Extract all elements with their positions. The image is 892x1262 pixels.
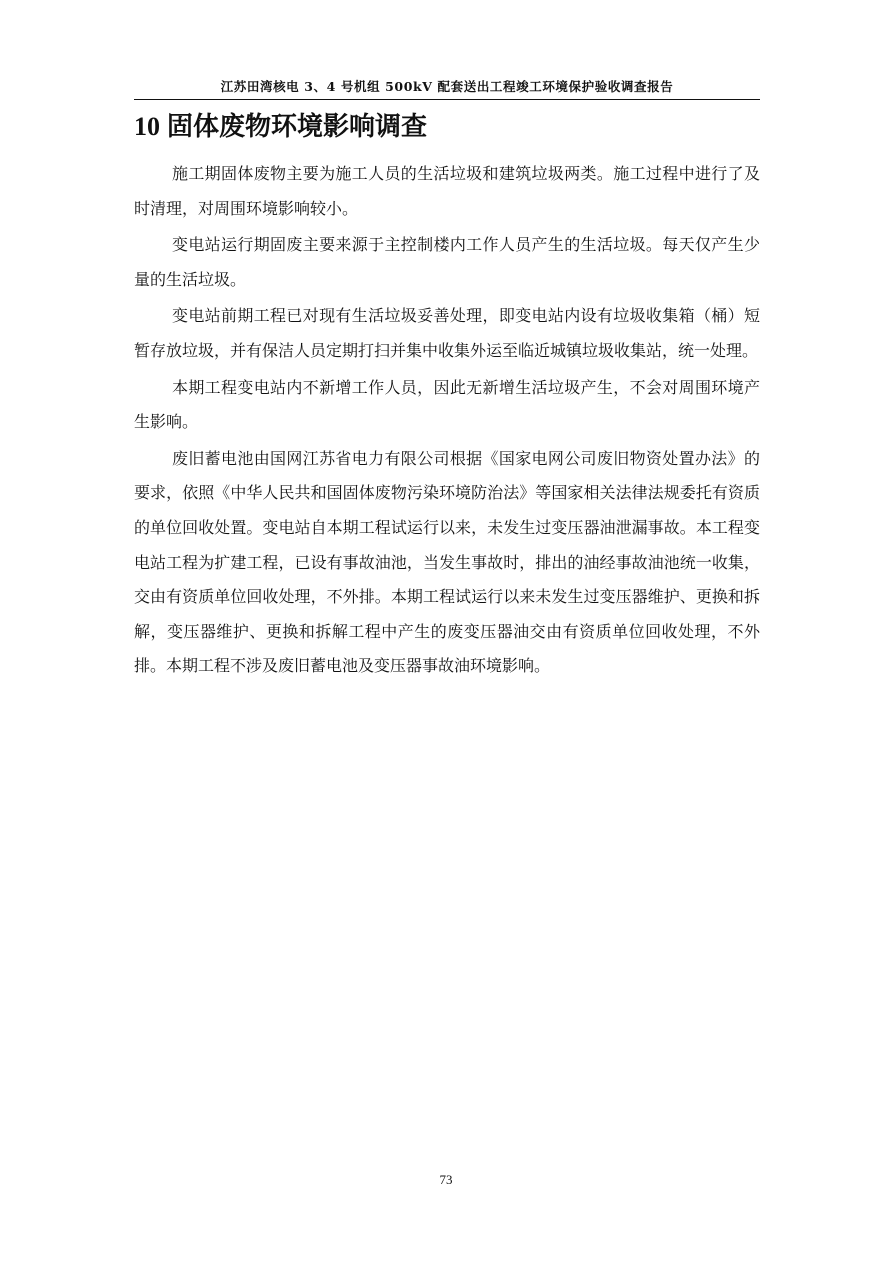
paragraph-operation-waste: 变电站运行期固废主要来源于主控制楼内工作人员产生的生活垃圾。每天仅产生少量的生活垃圾。 [134, 235, 760, 289]
body-text [134, 157, 760, 686]
paragraph-existing-disposal: 变电站前期工程已对现有生活垃圾妥善处理，即变电站内设有垃圾收集箱（桶）短暂存放垃圾，并有保洁人员定期打扫并集中收集外运至临近城镇垃圾收集站，统一处理。 [134, 306, 760, 360]
paragraph-construction-waste: 施工期固体废物主要为施工人员的生活垃圾和建筑垃圾两类。施工过程中进行了及时清理，对周围环境影响较小。 [134, 164, 760, 218]
page-number: 73 [439, 1172, 453, 1187]
paragraph-batteries-transformer-oil: 废旧蓄电池由国网江苏省电力有限公司根据《国家电网公司废旧物资处置办法》的要求，依照《中华人民共和国固体废物污染环境防治法》等国家相关法律法规委托有资质的单位回收处置。变电站自本期工程试运行以来，未发生过变压器油泄漏事故。本工程变电站工程为扩建工程，已设有事故油池，当发生事故时，排出的油经事故油池统一收集，交由有资质单位回收处理，不外排。本期工程试运行以来未发生过变压器维护、更换和拆解，变压器维护、更换和拆解工程中产生的废变压器油交由有资质单位回收处理，不外排。本期工程不涉及废旧蓄电池及变压器事故油环境影响。 [134, 448, 760, 676]
section-number: 10 [134, 112, 160, 141]
running-header: 江苏田湾核电 3、4 号机组 500kV 配套送出工程竣工环境保护验收调查报告 [220, 79, 674, 94]
header-divider [134, 99, 760, 100]
paragraph-no-new-staff: 本期工程变电站内不新增工作人员，因此无新增生活垃圾产生，不会对周围环境产生影响。 [134, 377, 760, 432]
section-title-text: 固体废物环境影响调查 [167, 112, 428, 142]
section-heading [134, 110, 760, 144]
